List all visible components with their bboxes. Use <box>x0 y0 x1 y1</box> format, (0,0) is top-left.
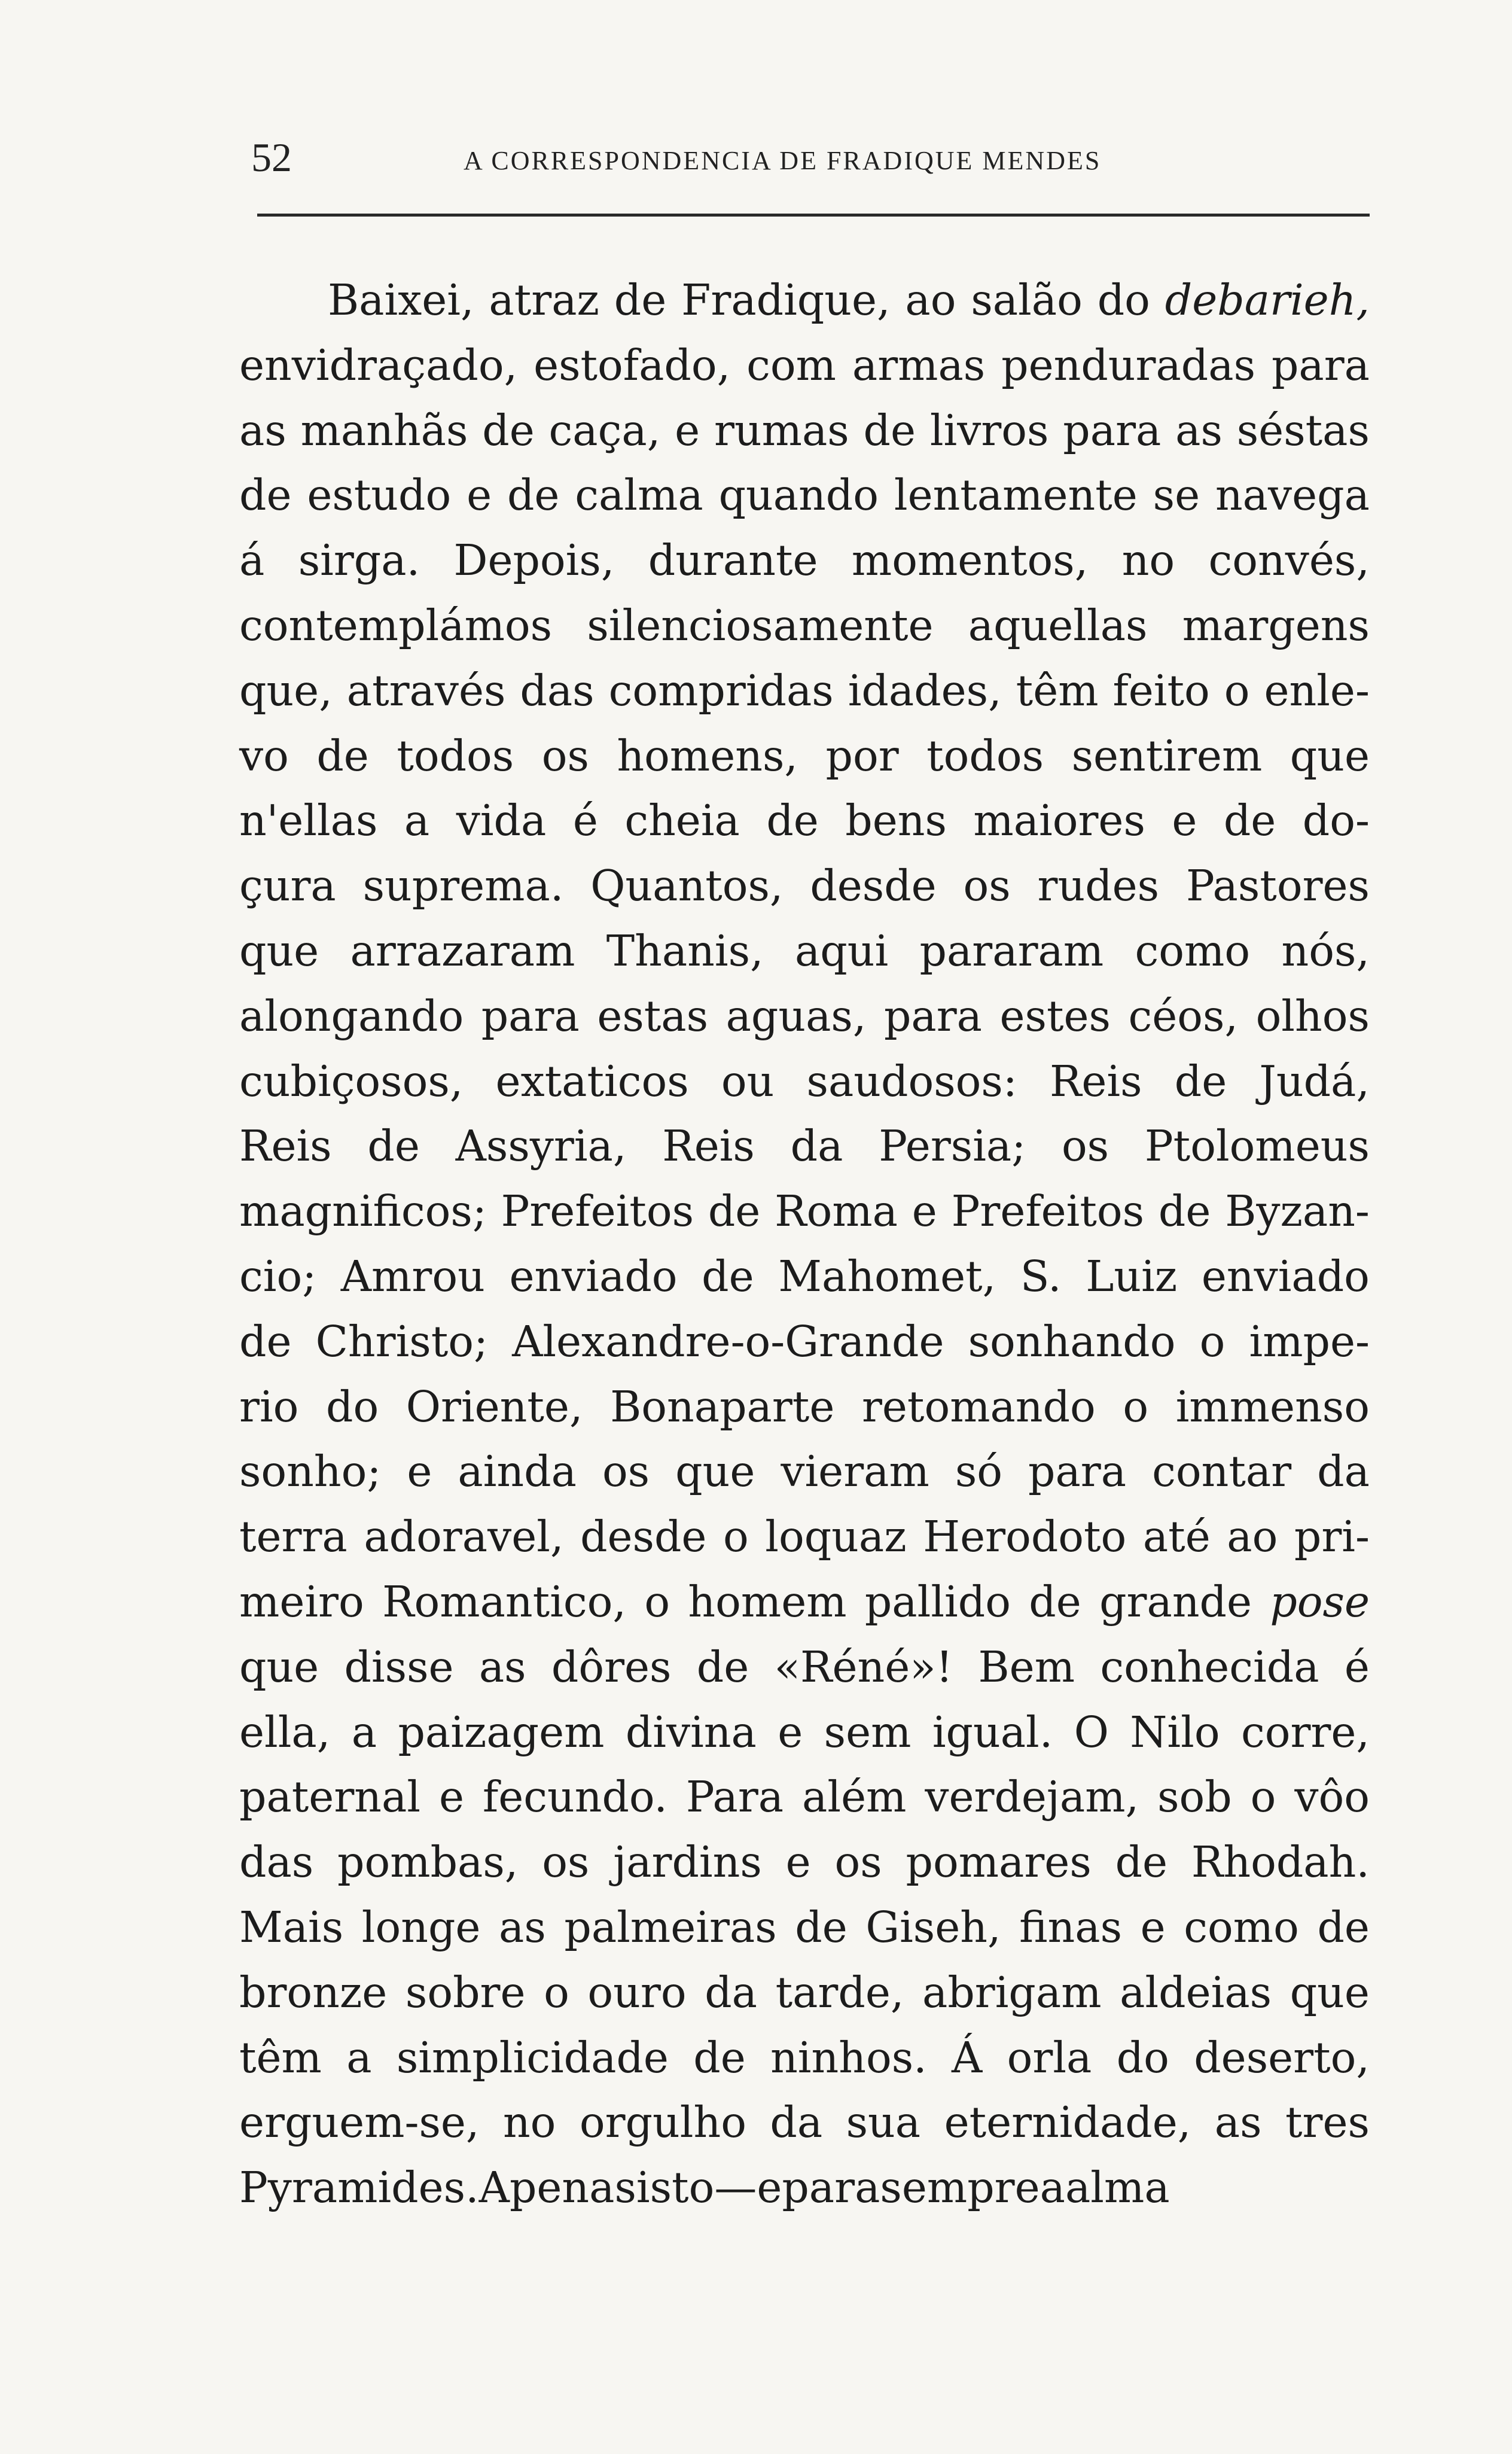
word: e <box>912 1186 937 1237</box>
word: de <box>693 2032 746 2082</box>
word: e <box>1172 796 1197 846</box>
text-line <box>239 1310 1370 1375</box>
word: todos <box>397 730 514 781</box>
text-line <box>239 1635 1370 1700</box>
word: de <box>1317 1902 1370 1952</box>
text-line <box>239 788 1370 854</box>
word: rio <box>239 1381 299 1432</box>
word: pallido <box>864 1576 1011 1627</box>
word: dôres <box>551 1642 672 1692</box>
word: livros <box>929 405 1049 455</box>
word: para <box>481 991 580 1041</box>
word: envidraçado, <box>239 340 518 390</box>
page-header <box>251 130 1376 184</box>
word: a <box>404 796 430 846</box>
word: os <box>1061 1121 1109 1171</box>
word: conhecida <box>1100 1642 1319 1692</box>
italic-word: debarieh, <box>1165 275 1370 325</box>
word: sonhando <box>968 1316 1176 1366</box>
word: de <box>316 730 369 781</box>
word: calma <box>575 470 703 520</box>
word: o <box>723 1512 749 1562</box>
word: Amrou <box>340 1251 485 1301</box>
word: homens, <box>617 730 798 781</box>
word: contemplámos <box>239 600 553 650</box>
word: aquellas <box>968 600 1148 650</box>
word: compridas <box>608 665 834 716</box>
word: olhos <box>1255 991 1370 1041</box>
word: e <box>785 1837 811 1887</box>
word: vo <box>239 730 289 781</box>
word: de <box>702 1251 754 1301</box>
word: idades, <box>848 665 1002 716</box>
word: até <box>1142 1512 1211 1562</box>
word: pararam <box>919 925 1104 976</box>
word: ao <box>905 275 956 325</box>
word: pombas, <box>337 1837 519 1887</box>
word: de <box>795 1902 848 1952</box>
word: sentirem <box>1071 730 1263 781</box>
text-line <box>239 1830 1370 1895</box>
word: tarde, <box>775 1967 904 2017</box>
word: o <box>1224 665 1250 716</box>
word: S. <box>1020 1251 1062 1301</box>
word: nós, <box>1281 925 1370 976</box>
word: alongando <box>239 991 464 1041</box>
word: de <box>1158 1186 1211 1237</box>
word: que <box>239 925 319 976</box>
word: estas <box>597 991 709 1041</box>
word: as <box>239 405 286 455</box>
word: a <box>1040 2163 1065 2213</box>
text-line <box>239 1049 1370 1115</box>
word: de <box>614 275 667 325</box>
word: da <box>790 1121 843 1171</box>
word: os <box>542 1837 590 1887</box>
word: Bem <box>978 1642 1075 1692</box>
word: quando <box>718 470 879 520</box>
word: que, <box>239 665 333 716</box>
word: saudosos: <box>806 1056 1017 1106</box>
word: manhãs <box>300 405 468 455</box>
body-text <box>239 268 1370 2221</box>
text-line <box>239 2090 1370 2155</box>
word: Alexandre-o-Grande <box>512 1316 944 1366</box>
word: do <box>326 1381 379 1432</box>
text-line <box>239 724 1370 789</box>
word: da <box>770 2097 823 2148</box>
word: erguem-se, <box>239 2097 480 2148</box>
word: Pastores <box>1185 861 1370 911</box>
word: disse <box>344 1642 454 1692</box>
word: retomando <box>861 1381 1096 1432</box>
word: e <box>675 405 700 455</box>
running-head: A CORRESPONDENCIA DE FRADIQUE MENDES <box>464 146 1102 175</box>
word: Prefeitos <box>951 1186 1145 1237</box>
word: silenciosamente <box>587 600 934 650</box>
word: çura <box>239 861 336 911</box>
word: simplicidade <box>396 2032 669 2082</box>
text-line <box>239 398 1370 464</box>
word: o <box>1199 1316 1226 1366</box>
word: só <box>955 1447 1002 1497</box>
text-line <box>239 463 1370 528</box>
word: como <box>1184 1902 1299 1952</box>
word: suprema. <box>362 861 564 911</box>
word: aqui <box>794 925 889 976</box>
word: o <box>1123 1381 1149 1432</box>
word: para <box>1063 405 1162 455</box>
text-line <box>239 2155 1370 2221</box>
word: Reis <box>239 1121 332 1171</box>
word: da <box>705 1967 757 2017</box>
word: vôo <box>1294 1772 1370 1822</box>
word: vida <box>456 796 547 846</box>
word: e <box>438 1772 465 1822</box>
word: Persia; <box>879 1121 1026 1171</box>
word: e <box>778 1707 803 1757</box>
word: sua <box>846 2097 921 2148</box>
word: maiores <box>973 796 1145 846</box>
word: os <box>834 1837 882 1887</box>
word: Christo; <box>315 1316 488 1366</box>
word: das <box>520 665 595 716</box>
word: sirga. <box>298 535 420 586</box>
word: Pyramides. <box>239 2163 479 2213</box>
word: longe <box>361 1902 481 1952</box>
text-line <box>239 1439 1370 1505</box>
word: deserto, <box>1194 2032 1370 2082</box>
word: cheia <box>624 796 740 846</box>
word: loquaz <box>765 1512 907 1562</box>
word: de <box>1223 796 1276 846</box>
word: ouro <box>587 1967 687 2017</box>
word: e <box>757 2163 782 2213</box>
word: rumas <box>714 405 849 455</box>
text-line <box>239 984 1370 1049</box>
word: paternal <box>239 1772 421 1822</box>
word: de <box>766 796 819 846</box>
word: desde <box>580 1512 707 1562</box>
word: sob <box>1157 1772 1232 1822</box>
word: Prefeitos <box>501 1186 694 1237</box>
word: Romantico, <box>382 1576 626 1627</box>
word: a <box>351 1707 377 1757</box>
word: que <box>239 1642 319 1692</box>
text-line <box>239 333 1370 398</box>
word: as <box>499 1902 546 1952</box>
word: da <box>1317 1447 1370 1497</box>
word: Assyria, <box>455 1121 627 1171</box>
word: o <box>544 1967 569 2017</box>
word: salão <box>971 275 1083 325</box>
word: Ptolomeus <box>1144 1121 1370 1171</box>
word: extaticos <box>495 1056 689 1106</box>
word: bens <box>845 796 947 846</box>
word: Bonaparte <box>610 1381 835 1432</box>
word: vieram <box>781 1447 929 1497</box>
italic-word: pose <box>1270 1576 1370 1627</box>
word: no <box>1121 535 1175 586</box>
word: «Réné»! <box>774 1642 953 1692</box>
word: estes <box>999 991 1111 1041</box>
word: a <box>346 2032 372 2082</box>
word: se <box>1153 470 1200 520</box>
word: para <box>782 2163 880 2213</box>
word: Quantos, <box>590 861 784 911</box>
word: para <box>1271 340 1370 390</box>
word: paizagem <box>398 1707 605 1757</box>
word: abrigam <box>922 1967 1102 2017</box>
text-line <box>239 659 1370 724</box>
word: e <box>467 470 492 520</box>
word: margens <box>1182 600 1370 650</box>
word: orla <box>1007 2032 1092 2082</box>
word: do <box>1097 275 1150 325</box>
text-line <box>239 1114 1370 1179</box>
word: tres <box>1285 2097 1370 2148</box>
word: desde <box>810 861 937 911</box>
word: immenso <box>1175 1381 1370 1432</box>
word: impe- <box>1249 1316 1370 1366</box>
word: homem <box>688 1576 847 1627</box>
word: magnificos; <box>239 1186 487 1237</box>
word: Apenas <box>478 2163 636 2213</box>
word: meiro <box>239 1576 364 1627</box>
word: o <box>1250 1772 1276 1822</box>
word: divina <box>625 1707 757 1757</box>
word: terra <box>239 1512 347 1562</box>
word: céos, <box>1128 991 1239 1041</box>
word: finas <box>1019 1902 1123 1952</box>
word: Byzan- <box>1225 1186 1370 1237</box>
text-line <box>239 268 1370 333</box>
word: bronze <box>239 1967 388 2017</box>
word: as <box>1214 2097 1262 2148</box>
word: estofado, <box>534 340 731 390</box>
word: pomares <box>906 1837 1092 1887</box>
word: ou <box>721 1056 775 1106</box>
word: arrazaram <box>350 925 575 976</box>
word: de <box>482 405 535 455</box>
word: as <box>1175 405 1223 455</box>
word: de <box>239 1316 292 1366</box>
word: aldeias <box>1120 1967 1272 2017</box>
word: que <box>675 1447 755 1497</box>
text-line <box>239 1895 1370 1960</box>
word: os <box>963 861 1011 911</box>
word: — <box>714 2163 757 2213</box>
word: Luiz <box>1086 1251 1178 1301</box>
word: de <box>1115 1837 1168 1887</box>
word: todos <box>926 730 1044 781</box>
word: aguas, <box>725 991 867 1041</box>
word: é <box>572 796 598 846</box>
text-line <box>239 1700 1370 1765</box>
word: do- <box>1302 796 1370 846</box>
word: lentamente <box>894 470 1138 520</box>
word: e <box>1140 1902 1166 1952</box>
word: de <box>239 470 292 520</box>
word: enviado <box>509 1251 678 1301</box>
word: isto <box>636 2163 715 2213</box>
word: igual. <box>932 1707 1053 1757</box>
word: do <box>1116 2032 1169 2082</box>
word: sonho; <box>239 1447 382 1497</box>
word: Herodoto <box>923 1512 1127 1562</box>
word: grande <box>1099 1576 1252 1627</box>
word: que <box>1290 730 1370 781</box>
word: sempre <box>880 2163 1040 2213</box>
word: Reis <box>662 1121 755 1171</box>
text-line <box>239 593 1370 659</box>
word: cubiçosos, <box>239 1056 464 1106</box>
word: jardins <box>613 1837 762 1887</box>
word: rudes <box>1037 861 1160 911</box>
word: têm <box>1016 665 1099 716</box>
word: feito <box>1112 665 1210 716</box>
word: Á <box>952 2032 983 2082</box>
text-line <box>239 1179 1370 1244</box>
word: Rhodah. <box>1191 1837 1370 1887</box>
word: ninhos. <box>770 2032 927 2082</box>
word: atraz <box>489 275 599 325</box>
word: ao <box>1227 1512 1278 1562</box>
word: navega <box>1215 470 1370 520</box>
word: corre, <box>1240 1707 1370 1757</box>
word: pri- <box>1294 1512 1370 1562</box>
word: os <box>602 1447 650 1497</box>
word: Para <box>685 1772 784 1822</box>
word: Judá, <box>1259 1056 1370 1106</box>
text-line <box>239 1244 1370 1310</box>
word: de <box>863 405 916 455</box>
word: Thanis, <box>606 925 764 976</box>
text-line <box>239 1765 1370 1830</box>
word: durante <box>648 535 818 586</box>
word: séstas <box>1236 405 1370 455</box>
word: ella, <box>239 1707 331 1757</box>
word: de <box>696 1642 749 1692</box>
word: Fradique, <box>681 275 891 325</box>
word: das <box>239 1837 314 1887</box>
word: de <box>507 470 560 520</box>
word: sobre <box>405 1967 526 2017</box>
word: convés, <box>1208 535 1370 586</box>
text-line <box>239 2026 1370 2091</box>
word: eternidade, <box>944 2097 1191 2148</box>
word: sem <box>824 1707 912 1757</box>
word: e <box>407 1447 432 1497</box>
word: Mahomet, <box>778 1251 996 1301</box>
word: de <box>708 1186 761 1237</box>
word: orgulho <box>579 2097 746 2148</box>
word: além <box>802 1772 907 1822</box>
word: Giseh, <box>865 1902 1001 1952</box>
text-line <box>239 854 1370 919</box>
word: á <box>239 535 265 586</box>
word: penduradas <box>1001 340 1256 390</box>
word: os <box>541 730 589 781</box>
word: ainda <box>458 1447 577 1497</box>
word: O <box>1074 1707 1109 1757</box>
word: enle- <box>1264 665 1370 716</box>
word: por <box>825 730 899 781</box>
word: Depois, <box>453 535 615 586</box>
word: armas <box>852 340 986 390</box>
word: o <box>644 1576 670 1627</box>
text-line <box>239 1375 1370 1440</box>
word: alma <box>1065 2163 1170 2213</box>
header-rule <box>257 214 1370 217</box>
word: de <box>367 1121 420 1171</box>
word: é <box>1344 1642 1370 1692</box>
word: de <box>1029 1576 1081 1627</box>
text-line <box>239 1960 1370 2026</box>
word: como <box>1135 925 1251 976</box>
word: para <box>1028 1447 1127 1497</box>
word: Nilo <box>1130 1707 1220 1757</box>
text-line <box>239 919 1370 984</box>
word: com <box>746 340 836 390</box>
word: n'ellas <box>239 796 378 846</box>
word: Reis <box>1049 1056 1142 1106</box>
word: enviado <box>1201 1251 1370 1301</box>
word: Roma <box>775 1186 898 1237</box>
word: estudo <box>307 470 452 520</box>
word: Oriente, <box>406 1381 583 1432</box>
word: palmeiras <box>564 1902 777 1952</box>
word: caça, <box>548 405 661 455</box>
word: Mais <box>239 1902 344 1952</box>
text-line <box>239 1505 1370 1570</box>
word: fecundo. <box>482 1772 667 1822</box>
word: verdejam, <box>925 1772 1139 1822</box>
word: que <box>1290 1967 1370 2017</box>
word: no <box>502 2097 556 2148</box>
text-line <box>239 1570 1370 1635</box>
word: para <box>883 991 983 1041</box>
word: momentos, <box>851 535 1089 586</box>
text-line <box>239 528 1370 593</box>
word: através <box>346 665 506 716</box>
word: contar <box>1152 1447 1292 1497</box>
word: Baixei, <box>328 275 474 325</box>
word: adoravel, <box>364 1512 564 1562</box>
word: têm <box>239 2032 322 2082</box>
page-number: 52 <box>251 135 292 180</box>
word: as <box>478 1642 526 1692</box>
word: cio; <box>239 1251 317 1301</box>
word: de <box>1174 1056 1227 1106</box>
